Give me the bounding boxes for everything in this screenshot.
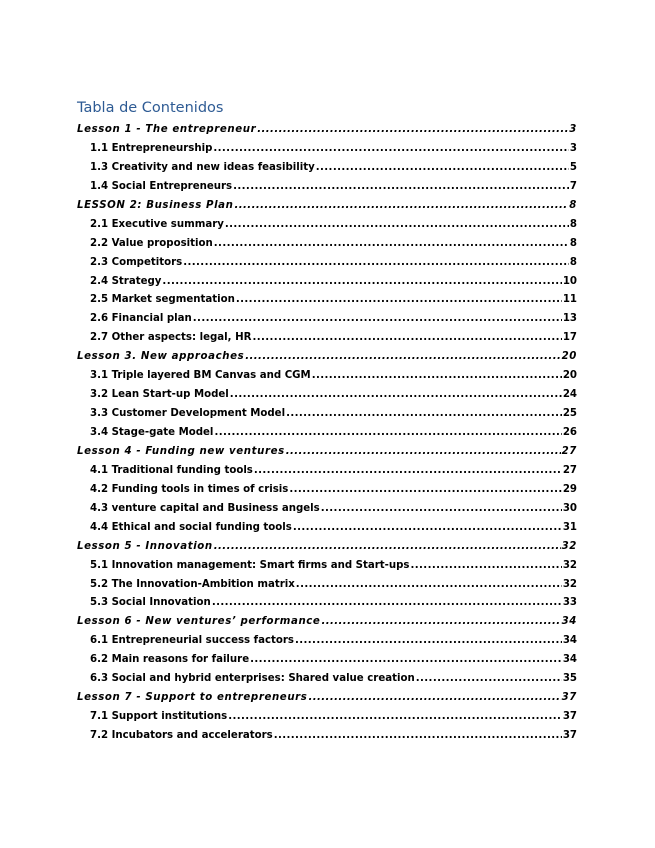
toc-lesson-entry[interactable] bbox=[77, 541, 577, 560]
toc-entry-label: 2.1 Executive summary bbox=[90, 218, 224, 230]
toc-entry-page-number: 37 bbox=[562, 711, 577, 723]
toc-leader-dots bbox=[235, 200, 569, 211]
toc-entry-page-number: 5 bbox=[569, 161, 577, 173]
toc-leader-dots bbox=[293, 522, 562, 533]
toc-section-entry[interactable] bbox=[77, 465, 577, 484]
table-of-contents bbox=[77, 124, 577, 749]
toc-leader-dots bbox=[213, 143, 569, 154]
toc-entry-label: 2.6 Financial plan bbox=[90, 313, 192, 325]
toc-section-entry[interactable] bbox=[77, 162, 577, 181]
toc-section-entry[interactable] bbox=[77, 673, 577, 692]
toc-leader-dots bbox=[321, 503, 562, 514]
toc-entry-page-number: 32 bbox=[561, 540, 577, 552]
toc-entry-label: 2.3 Competitors bbox=[90, 256, 183, 268]
toc-section-entry[interactable] bbox=[77, 635, 577, 654]
toc-entry-page-number: 37 bbox=[562, 730, 577, 741]
toc-entry-label: 2.2 Value proposition bbox=[90, 237, 213, 249]
toc-entry-label: 3.1 Triple layered BM Canvas and CGM bbox=[90, 370, 311, 382]
toc-leader-dots bbox=[162, 276, 561, 287]
toc-section-entry[interactable] bbox=[77, 522, 577, 541]
toc-entry-label: Lesson 6 - New ventures’ performance bbox=[77, 616, 321, 628]
toc-leader-dots bbox=[183, 257, 569, 268]
toc-section-entry[interactable] bbox=[77, 730, 577, 749]
toc-entry-label: Lesson 4 - Funding new ventures bbox=[77, 445, 285, 457]
toc-section-entry[interactable] bbox=[77, 276, 577, 295]
toc-entry-label: Lesson 3. New approaches bbox=[77, 351, 245, 363]
toc-leader-dots bbox=[214, 238, 569, 249]
toc-entry-label: 4.3 venture capital and Business angels bbox=[90, 502, 320, 514]
toc-section-entry[interactable] bbox=[77, 143, 577, 162]
toc-entry-page-number: 32 bbox=[562, 559, 577, 571]
toc-leader-dots bbox=[286, 408, 562, 419]
toc-section-entry[interactable] bbox=[77, 560, 577, 579]
toc-entry-page-number: 7 bbox=[569, 180, 577, 192]
toc-leader-dots bbox=[274, 730, 562, 741]
toc-entry-page-number: 17 bbox=[562, 332, 577, 344]
toc-lesson-entry[interactable] bbox=[77, 351, 577, 370]
toc-entry-page-number: 34 bbox=[561, 616, 577, 628]
toc-leader-dots bbox=[245, 351, 560, 362]
toc-leader-dots bbox=[228, 711, 562, 722]
toc-entry-label: 4.2 Funding tools in times of crisis bbox=[90, 483, 289, 495]
toc-entry-label: 2.7 Other aspects: legal, HR bbox=[90, 332, 252, 344]
toc-leader-dots bbox=[212, 597, 562, 608]
toc-leader-dots bbox=[312, 370, 562, 381]
toc-entry-label: 7.1 Support institutions bbox=[90, 711, 228, 723]
toc-title: Tabla de Contenidos bbox=[77, 100, 224, 116]
toc-leader-dots bbox=[254, 465, 562, 476]
toc-entry-page-number: 3 bbox=[569, 124, 577, 135]
toc-section-entry[interactable] bbox=[77, 389, 577, 408]
toc-section-entry[interactable] bbox=[77, 597, 577, 616]
toc-entry-label: LESSON 2: Business Plan bbox=[77, 199, 234, 211]
toc-entry-label: 5.2 The Innovation-Ambition matrix bbox=[90, 578, 295, 590]
toc-leader-dots bbox=[416, 673, 562, 684]
toc-entry-page-number: 8 bbox=[569, 256, 577, 268]
toc-leader-dots bbox=[289, 484, 561, 495]
toc-entry-page-number: 20 bbox=[561, 351, 577, 363]
toc-entry-page-number: 31 bbox=[562, 521, 577, 533]
toc-section-entry[interactable] bbox=[77, 503, 577, 522]
toc-lesson-entry[interactable] bbox=[77, 446, 577, 465]
toc-entry-page-number: 20 bbox=[562, 370, 577, 382]
toc-entry-page-number: 37 bbox=[561, 692, 577, 704]
toc-entry-label: 7.2 Incubators and accelerators bbox=[90, 730, 273, 741]
toc-section-entry[interactable] bbox=[77, 711, 577, 730]
toc-entry-page-number: 10 bbox=[562, 275, 577, 287]
toc-entry-label: 6.1 Entrepreneurial success factors bbox=[90, 635, 294, 647]
toc-leader-dots bbox=[250, 654, 562, 665]
toc-entry-page-number: 32 bbox=[562, 578, 577, 590]
toc-section-entry[interactable] bbox=[77, 313, 577, 332]
toc-leader-dots bbox=[252, 332, 561, 343]
toc-entry-page-number: 26 bbox=[562, 427, 577, 438]
toc-lesson-entry[interactable] bbox=[77, 124, 577, 143]
toc-entry-label: 4.1 Traditional funding tools bbox=[90, 464, 253, 476]
toc-entry-page-number: 8 bbox=[569, 199, 577, 211]
toc-entry-page-number: 30 bbox=[562, 502, 577, 514]
toc-leader-dots bbox=[233, 181, 569, 192]
toc-entry-page-number: 27 bbox=[562, 464, 577, 476]
toc-leader-dots bbox=[230, 389, 562, 400]
toc-entry-label: 3.2 Lean Start-up Model bbox=[90, 389, 229, 401]
toc-entry-label: 2.4 Strategy bbox=[90, 275, 162, 287]
toc-entry-page-number: 8 bbox=[569, 237, 577, 249]
toc-section-entry[interactable] bbox=[77, 294, 577, 313]
toc-section-entry[interactable] bbox=[77, 219, 577, 238]
toc-entry-page-number: 3 bbox=[569, 142, 577, 154]
toc-entry-page-number: 11 bbox=[562, 294, 577, 306]
toc-entry-label: 1.4 Social Entrepreneurs bbox=[90, 180, 233, 192]
toc-entry-page-number: 34 bbox=[562, 654, 577, 666]
toc-section-entry[interactable] bbox=[77, 257, 577, 276]
toc-entry-label: 6.2 Main reasons for failure bbox=[90, 654, 250, 666]
toc-entry-page-number: 35 bbox=[562, 673, 577, 685]
toc-leader-dots bbox=[296, 579, 562, 590]
toc-entry-label: 4.4 Ethical and social funding tools bbox=[90, 521, 292, 533]
toc-leader-dots bbox=[236, 294, 562, 305]
toc-entry-page-number: 24 bbox=[562, 389, 577, 401]
toc-lesson-entry[interactable] bbox=[77, 692, 577, 711]
toc-leader-dots bbox=[295, 635, 562, 646]
toc-section-entry[interactable] bbox=[77, 181, 577, 200]
toc-entry-label: 1.1 Entrepreneurship bbox=[90, 142, 213, 154]
toc-section-entry[interactable] bbox=[77, 370, 577, 389]
toc-lesson-entry[interactable] bbox=[77, 616, 577, 635]
toc-entry-label: 3.4 Stage-gate Model bbox=[90, 427, 214, 438]
toc-entry-label: 5.3 Social Innovation bbox=[90, 597, 211, 609]
toc-entry-label: 3.3 Customer Development Model bbox=[90, 408, 286, 420]
toc-section-entry[interactable] bbox=[77, 238, 577, 257]
toc-entry-label: Lesson 5 - Innovation bbox=[77, 540, 213, 552]
toc-section-entry[interactable] bbox=[77, 408, 577, 427]
toc-leader-dots bbox=[411, 560, 562, 571]
toc-entry-label: Lesson 1 - The entrepreneur bbox=[77, 124, 257, 135]
toc-leader-dots bbox=[214, 541, 561, 552]
toc-entry-page-number: 25 bbox=[562, 408, 577, 420]
toc-lesson-entry[interactable] bbox=[77, 200, 577, 219]
toc-entry-page-number: 29 bbox=[562, 483, 577, 495]
toc-entry-label: Lesson 7 - Support to entrepreneurs bbox=[77, 692, 308, 704]
toc-leader-dots bbox=[308, 692, 560, 703]
toc-section-entry[interactable] bbox=[77, 579, 577, 598]
toc-section-entry[interactable] bbox=[77, 332, 577, 351]
toc-leader-dots bbox=[316, 162, 569, 173]
toc-leader-dots bbox=[214, 427, 561, 438]
toc-leader-dots bbox=[225, 219, 569, 230]
toc-entry-label: 6.3 Social and hybrid enterprises: Shared value creation bbox=[90, 673, 415, 685]
toc-entry-page-number: 27 bbox=[561, 445, 577, 457]
toc-entry-page-number: 34 bbox=[562, 635, 577, 647]
toc-section-entry[interactable] bbox=[77, 427, 577, 446]
toc-leader-dots bbox=[321, 616, 560, 627]
toc-leader-dots bbox=[286, 446, 561, 457]
toc-leader-dots bbox=[257, 124, 568, 135]
toc-entry-page-number: 13 bbox=[562, 313, 577, 325]
toc-section-entry[interactable] bbox=[77, 484, 577, 503]
toc-entry-page-number: 8 bbox=[569, 218, 577, 230]
toc-entry-page-number: 33 bbox=[562, 597, 577, 609]
toc-entry-label: 2.5 Market segmentation bbox=[90, 294, 235, 306]
toc-leader-dots bbox=[193, 313, 562, 324]
toc-entry-label: 1.3 Creativity and new ideas feasibility bbox=[90, 161, 315, 173]
toc-section-entry[interactable] bbox=[77, 654, 577, 673]
toc-entry-label: 5.1 Innovation management: Smart firms and Start-ups bbox=[90, 559, 410, 571]
